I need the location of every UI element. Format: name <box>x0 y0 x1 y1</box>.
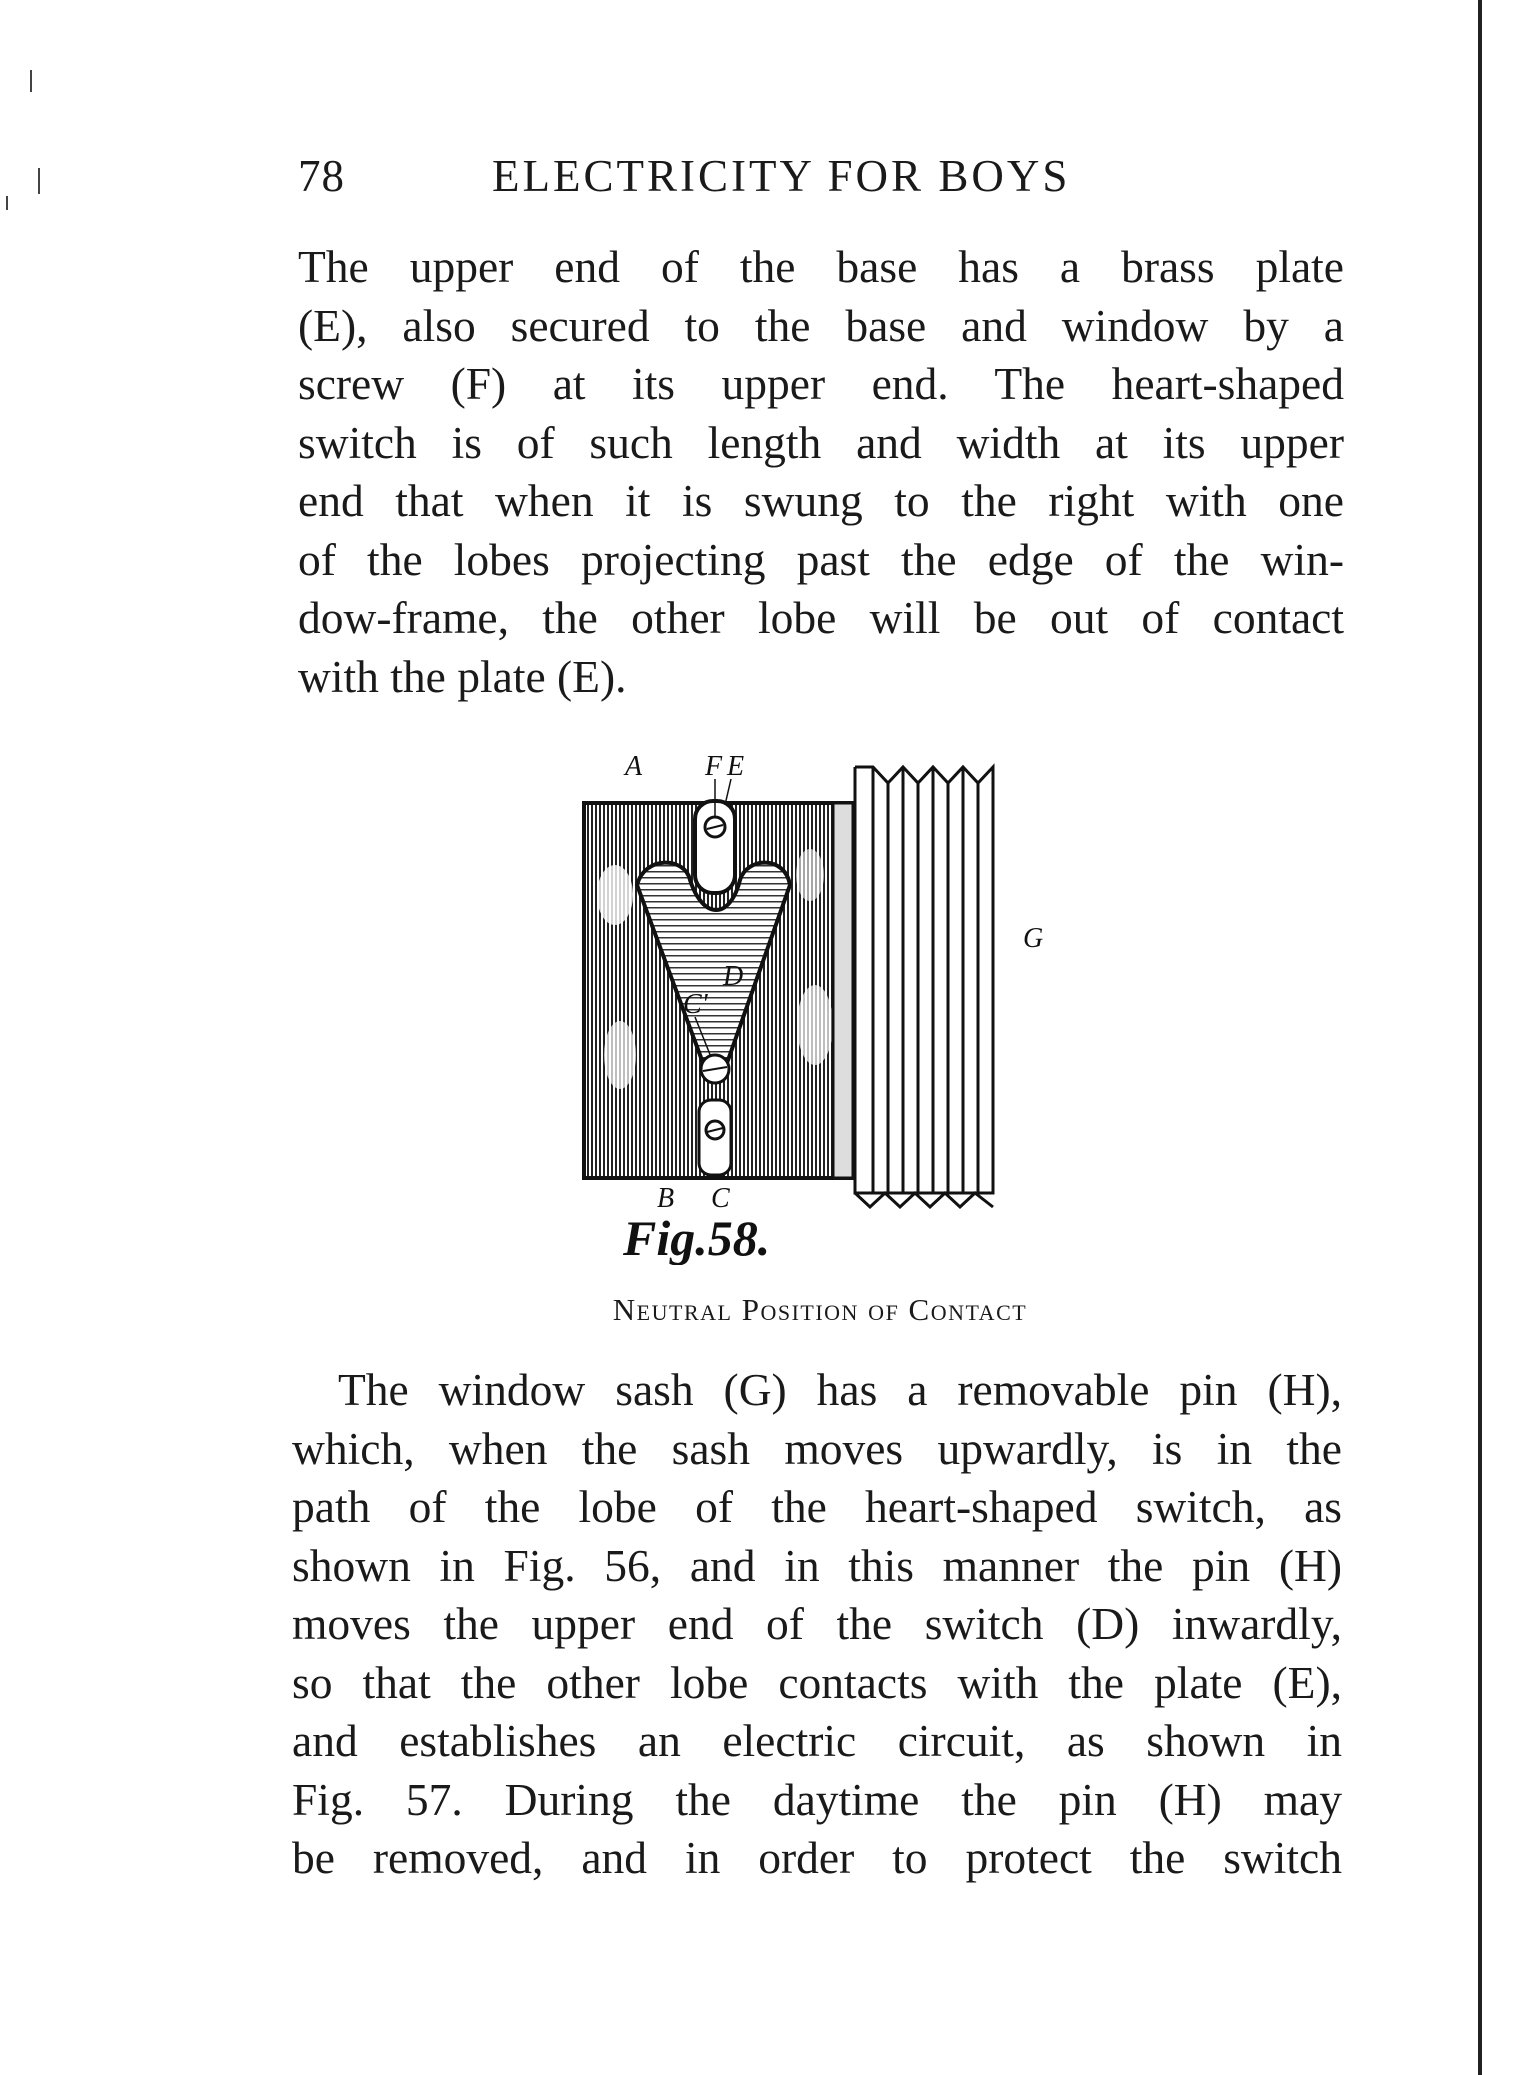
label-a: A <box>625 751 643 782</box>
scan-mark <box>38 168 40 194</box>
label-c-prime: C' <box>683 989 708 1020</box>
text-line: of the lobes projecting past the edge of the win- <box>298 533 1344 585</box>
label-g: G <box>1023 923 1044 954</box>
running-title: ELECTRICITY FOR BOYS <box>492 151 1071 201</box>
scan-mark <box>30 70 32 92</box>
label-c: C <box>711 1183 730 1214</box>
label-b: B <box>657 1183 675 1214</box>
text-line: and establishes an electric circuit, as shown in <box>292 1715 1342 1766</box>
text-line: end that when it is swung to the right with one <box>298 475 1344 526</box>
text-line: which, when the sash moves upwardly, is in the <box>292 1422 1342 1474</box>
text-line: The upper end of the base has a brass plate <box>298 241 1344 292</box>
paragraph-2 <box>292 1361 1342 1888</box>
paragraph-1 <box>298 238 1344 706</box>
text-line: path of the lobe of the heart-shaped switch, as <box>292 1481 1342 1532</box>
text-line: Fig. 57. During the daytime the pin (H) may <box>292 1773 1342 1825</box>
text-line: screw (F) at its upper end. The heart-shaped <box>298 358 1344 409</box>
figure-58-illustration <box>575 745 1055 1265</box>
label-e: E <box>727 751 745 782</box>
figure-caption: Neutral Position of Contact <box>612 1292 1028 1327</box>
figure-title: Fig.58. <box>623 1210 771 1265</box>
page-edge-rule <box>1478 0 1482 2075</box>
text-line: dow-frame, the other lobe will be out of contact <box>298 592 1344 643</box>
scan-mark <box>6 196 8 210</box>
label-d: D <box>723 961 744 992</box>
text-line: (E), also secured to the base and window by a <box>298 299 1344 351</box>
text-line: be removed, and in order to protect the switch <box>292 1832 1342 1883</box>
text-line: with the plate (E). <box>298 650 627 702</box>
text-line: so that the other lobe contacts with the plate (E), <box>292 1656 1342 1708</box>
text-line: moves the upper end of the switch (D) inwardly, <box>292 1598 1342 1649</box>
page-header <box>298 150 1158 210</box>
text-line: switch is of such length and width at its upper <box>298 416 1344 468</box>
text-line: The window sash (G) has a removable pin (H), <box>338 1364 1342 1415</box>
window-sash <box>855 767 993 1207</box>
page-number: 78 <box>298 151 345 201</box>
text-line: shown in Fig. 56, and in this manner the pin (H) <box>292 1539 1342 1591</box>
frame-edge-strip <box>833 803 853 1178</box>
label-f: F <box>705 751 723 782</box>
